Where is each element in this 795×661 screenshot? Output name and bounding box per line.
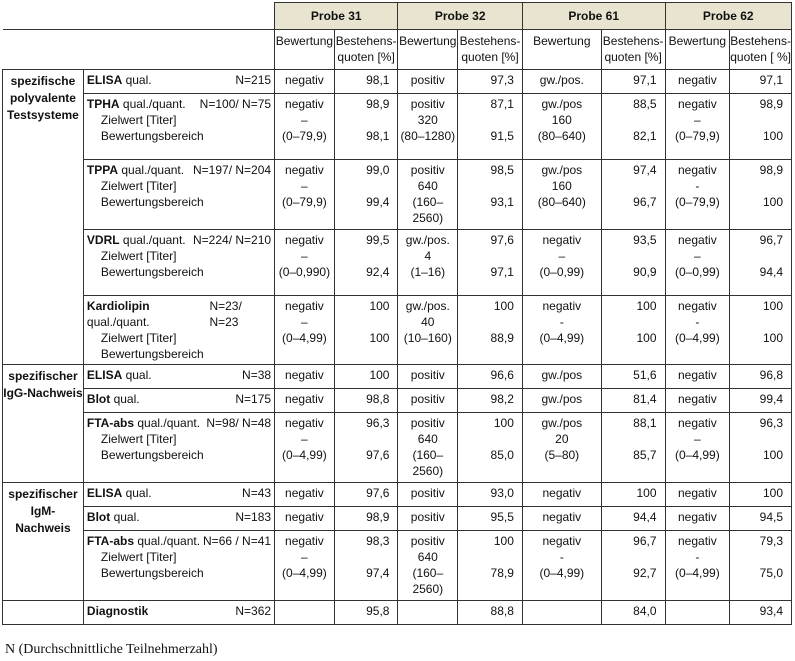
quote-cell: 99,0 99,4 bbox=[334, 160, 398, 230]
quoten-header: Bestehens- quoten [%] bbox=[601, 30, 665, 70]
test-name: Blot bbox=[86, 510, 111, 524]
test-name: ELISA bbox=[86, 73, 123, 87]
rating-cell: negativ bbox=[275, 483, 335, 507]
quote-cell: 51,6 bbox=[601, 365, 665, 389]
rating-cell: negativ bbox=[665, 483, 730, 507]
quote-cell: 98,9 98,1 bbox=[334, 94, 398, 160]
test-name-cell bbox=[83, 70, 274, 94]
sub-label: Bewertungsbereich bbox=[100, 195, 204, 209]
rating-cell: positiv bbox=[398, 70, 458, 94]
quote-cell: 94,4 bbox=[601, 507, 665, 531]
rating-cell: negativ bbox=[275, 507, 335, 531]
rating-cell bbox=[665, 601, 730, 625]
quote-cell: 93,0 bbox=[458, 483, 523, 507]
quote-cell: 96,7 94,4 bbox=[730, 230, 792, 296]
quote-cell: 84,0 bbox=[601, 601, 665, 625]
quote-cell: 98,3 97,4 bbox=[334, 531, 398, 601]
test-mode: qual./quant. bbox=[118, 163, 185, 177]
footnote: N (Durchschnittliche Teilnehmerzahl) bbox=[5, 642, 218, 657]
rating-cell: negativ bbox=[665, 365, 730, 389]
bewertung-header: Bewertung bbox=[398, 30, 458, 70]
group-label: spezifischer IgM-Nachweis bbox=[3, 483, 84, 601]
test-mode: qual. bbox=[122, 368, 152, 382]
rating-cell: positiv bbox=[398, 365, 458, 389]
participant-count: N=98/ N=48 bbox=[206, 416, 272, 430]
rating-cell: negativ bbox=[275, 365, 335, 389]
probe-header: Probe 61 bbox=[522, 3, 665, 30]
participant-count: N=38 bbox=[242, 368, 272, 382]
quoten-header: Bestehens- quoten [%] bbox=[334, 30, 398, 70]
rating-cell: negativ - (0–4,99) bbox=[665, 296, 730, 365]
test-name-cell bbox=[83, 413, 274, 483]
sub-label: Zielwert [Titer] bbox=[100, 179, 177, 193]
probe-header: Probe 62 bbox=[665, 3, 792, 30]
quote-cell: 100 bbox=[334, 365, 398, 389]
rating-cell: positiv bbox=[398, 389, 458, 413]
sub-label: Zielwert [Titer] bbox=[100, 113, 177, 127]
sub-label: Bewertungsbereich bbox=[100, 265, 204, 279]
rating-cell: negativ – (0–79,9) bbox=[275, 160, 335, 230]
bewertung-header: Bewertung bbox=[665, 30, 730, 70]
test-mode: qual./quant. bbox=[119, 97, 186, 111]
test-mode: qual. bbox=[110, 510, 140, 524]
test-name-cell bbox=[83, 389, 274, 413]
group-label-empty bbox=[3, 601, 84, 625]
test-mode: qual. bbox=[122, 486, 152, 500]
rating-cell: gw./pos. 4 (1–16) bbox=[398, 230, 458, 296]
rating-cell: negativ bbox=[522, 507, 601, 531]
table-row bbox=[3, 160, 792, 230]
rating-cell: gw./pos bbox=[522, 389, 601, 413]
rating-cell: negativ – (0–4,99) bbox=[275, 531, 335, 601]
sub-label: Bewertungsbereich bbox=[100, 347, 204, 361]
bewertung-header: Bewertung bbox=[522, 30, 601, 70]
quote-cell: 96,3 100 bbox=[730, 413, 792, 483]
participant-count: N=100/ N=75 bbox=[199, 97, 272, 111]
quoten-header: Bestehens- quoten [%] bbox=[458, 30, 523, 70]
rating-cell: negativ bbox=[665, 507, 730, 531]
rating-cell: gw./pos bbox=[522, 365, 601, 389]
participant-count: N=175 bbox=[235, 392, 272, 406]
quote-cell: 97,4 96,7 bbox=[601, 160, 665, 230]
table-row bbox=[3, 601, 792, 625]
rating-cell: negativ bbox=[275, 389, 335, 413]
test-mode: qual./quant. bbox=[134, 416, 201, 430]
test-mode: qual./quant. bbox=[119, 233, 186, 247]
test-name-cell bbox=[83, 531, 274, 601]
header-blank bbox=[3, 3, 275, 30]
rating-cell: negativ - (0–4,99) bbox=[522, 531, 601, 601]
quote-cell: 93,5 90,9 bbox=[601, 230, 665, 296]
quote-cell: 98,5 93,1 bbox=[458, 160, 523, 230]
quote-cell: 97,1 bbox=[730, 70, 792, 94]
test-mode: qual. bbox=[110, 392, 140, 406]
quote-cell: 98,9 100 bbox=[730, 160, 792, 230]
quote-cell: 97,6 97,1 bbox=[458, 230, 523, 296]
probe-header-row bbox=[3, 3, 792, 30]
table-row bbox=[3, 507, 792, 531]
rating-cell: positiv 640 (160– 2560) bbox=[398, 413, 458, 483]
quote-cell: 100 100 bbox=[601, 296, 665, 365]
rating-cell: negativ – (0–4,99) bbox=[665, 413, 730, 483]
quote-cell: 95,8 bbox=[334, 601, 398, 625]
sub-label: Zielwert [Titer] bbox=[100, 550, 177, 564]
rating-cell: gw./pos. bbox=[522, 70, 601, 94]
rating-cell: negativ – (0–79,9) bbox=[275, 94, 335, 160]
test-name: Kardiolipin bbox=[86, 299, 150, 313]
rating-cell: negativ - (0–79,9) bbox=[665, 160, 730, 230]
quote-cell: 98,1 bbox=[334, 70, 398, 94]
quote-cell: 96,6 bbox=[458, 365, 523, 389]
table-row bbox=[3, 389, 792, 413]
quote-cell: 96,8 bbox=[730, 365, 792, 389]
rating-cell: negativ – (0–4,99) bbox=[275, 296, 335, 365]
quote-cell: 99,4 bbox=[730, 389, 792, 413]
participant-count: N=224/ N=210 bbox=[193, 233, 272, 247]
quote-cell: 96,3 97,6 bbox=[334, 413, 398, 483]
participant-count: N=362 bbox=[235, 604, 272, 618]
rating-cell bbox=[275, 601, 335, 625]
rating-cell: gw./pos 160 (80–640) bbox=[522, 160, 601, 230]
results-body bbox=[3, 70, 792, 625]
rating-cell: positiv 640 (160– 2560) bbox=[398, 160, 458, 230]
rating-cell: positiv bbox=[398, 483, 458, 507]
quote-cell: 99,5 92,4 bbox=[334, 230, 398, 296]
column-subheader-row bbox=[3, 30, 792, 70]
quote-cell: 98,9 100 bbox=[730, 94, 792, 160]
quoten-header: Bestehens- quoten [ %] bbox=[730, 30, 792, 70]
rating-cell: negativ - (0–4,99) bbox=[522, 296, 601, 365]
sub-label: Zielwert [Titer] bbox=[100, 331, 177, 345]
quote-cell: 88,8 bbox=[458, 601, 523, 625]
group-label: spezifische polyvalente Testsysteme bbox=[3, 70, 84, 365]
test-name: TPPA bbox=[86, 163, 119, 177]
test-name: Diagnostik bbox=[86, 604, 149, 618]
sub-label: Zielwert [Titer] bbox=[100, 249, 177, 263]
test-mode: qual./quant. bbox=[134, 534, 201, 548]
quote-cell: 100 100 bbox=[334, 296, 398, 365]
rating-cell: negativ – (0–0,99) bbox=[665, 230, 730, 296]
quote-cell: 98,9 bbox=[334, 507, 398, 531]
test-name-cell bbox=[83, 483, 274, 507]
rating-cell: negativ – (0–0,990) bbox=[275, 230, 335, 296]
sub-label: Zielwert [Titer] bbox=[100, 432, 177, 446]
participant-count: N=23/ N=23 bbox=[209, 299, 242, 329]
test-name-cell bbox=[83, 160, 274, 230]
quote-cell: 97,6 bbox=[334, 483, 398, 507]
quote-cell: 100 88,9 bbox=[458, 296, 523, 365]
test-name-cell bbox=[83, 601, 274, 625]
test-mode: qual. bbox=[122, 73, 152, 87]
quote-cell: 94,5 bbox=[730, 507, 792, 531]
probe-header: Probe 31 bbox=[275, 3, 398, 30]
participant-count: N=197/ N=204 bbox=[193, 163, 272, 177]
rating-cell: negativ – (0–4,99) bbox=[275, 413, 335, 483]
quote-cell: 100 100 bbox=[730, 296, 792, 365]
test-name: VDRL bbox=[86, 233, 120, 247]
test-name: ELISA bbox=[86, 486, 123, 500]
test-name: Blot bbox=[86, 392, 111, 406]
quote-cell: 97,3 bbox=[458, 70, 523, 94]
quote-cell: 95,5 bbox=[458, 507, 523, 531]
quote-cell: 100 bbox=[601, 483, 665, 507]
test-name: ELISA bbox=[86, 368, 123, 382]
rating-cell bbox=[522, 601, 601, 625]
participant-count: N=215 bbox=[235, 73, 272, 87]
rating-cell: negativ – (0–79,9) bbox=[665, 94, 730, 160]
group-label: spezifischer IgG-Nachweis bbox=[3, 365, 84, 483]
quote-cell: 98,8 bbox=[334, 389, 398, 413]
table-row bbox=[3, 365, 792, 389]
rating-cell: negativ bbox=[665, 70, 730, 94]
rating-cell: negativ bbox=[275, 70, 335, 94]
rating-cell: positiv bbox=[398, 507, 458, 531]
test-name-cell bbox=[83, 230, 274, 296]
rating-cell: gw./pos 20 (5–80) bbox=[522, 413, 601, 483]
rating-cell bbox=[398, 601, 458, 625]
rating-cell: positiv 640 (160– 2560) bbox=[398, 531, 458, 601]
results-table bbox=[2, 2, 792, 625]
bewertung-header: Bewertung bbox=[275, 30, 335, 70]
table-row bbox=[3, 70, 792, 94]
test-name: TPHA bbox=[86, 97, 120, 111]
quote-cell: 100 85,0 bbox=[458, 413, 523, 483]
test-mode: qual./quant. bbox=[86, 315, 150, 329]
quote-cell: 100 78,9 bbox=[458, 531, 523, 601]
rating-cell: negativ – (0–0,99) bbox=[522, 230, 601, 296]
participant-count: N=183 bbox=[235, 510, 272, 524]
participant-count: N=43 bbox=[242, 486, 272, 500]
quote-cell: 79,3 75,0 bbox=[730, 531, 792, 601]
table-row bbox=[3, 531, 792, 601]
quote-cell: 98,2 bbox=[458, 389, 523, 413]
rating-cell: gw./pos. 40 (10–160) bbox=[398, 296, 458, 365]
table-row bbox=[3, 94, 792, 160]
test-name-cell bbox=[83, 507, 274, 531]
quote-cell: 81,4 bbox=[601, 389, 665, 413]
quote-cell: 87,1 91,5 bbox=[458, 94, 523, 160]
rating-cell: negativ - (0–4,99) bbox=[665, 531, 730, 601]
table-row bbox=[3, 413, 792, 483]
quote-cell: 93,4 bbox=[730, 601, 792, 625]
test-name-cell bbox=[83, 365, 274, 389]
probe-header: Probe 32 bbox=[398, 3, 522, 30]
test-name: FTA-abs bbox=[86, 534, 135, 548]
quote-cell: 97,1 bbox=[601, 70, 665, 94]
sub-label: Bewertungsbereich bbox=[100, 566, 204, 580]
sub-label: Bewertungsbereich bbox=[100, 448, 204, 462]
quote-cell: 88,5 82,1 bbox=[601, 94, 665, 160]
rating-cell: positiv 320 (80–1280) bbox=[398, 94, 458, 160]
rating-cell: gw./pos 160 (80–640) bbox=[522, 94, 601, 160]
test-name-cell bbox=[83, 296, 274, 365]
quote-cell: 88,1 85,7 bbox=[601, 413, 665, 483]
rating-cell: negativ bbox=[665, 389, 730, 413]
test-name: FTA-abs bbox=[86, 416, 135, 430]
test-name-cell bbox=[83, 94, 274, 160]
table-row bbox=[3, 483, 792, 507]
sub-label: Bewertungsbereich bbox=[100, 129, 204, 143]
table-row bbox=[3, 296, 792, 365]
rating-cell: negativ bbox=[522, 483, 601, 507]
table-row bbox=[3, 230, 792, 296]
participant-count: N=66 / N=41 bbox=[203, 534, 272, 548]
quote-cell: 96,7 92,7 bbox=[601, 531, 665, 601]
header-blank bbox=[3, 30, 275, 70]
quote-cell: 100 bbox=[730, 483, 792, 507]
